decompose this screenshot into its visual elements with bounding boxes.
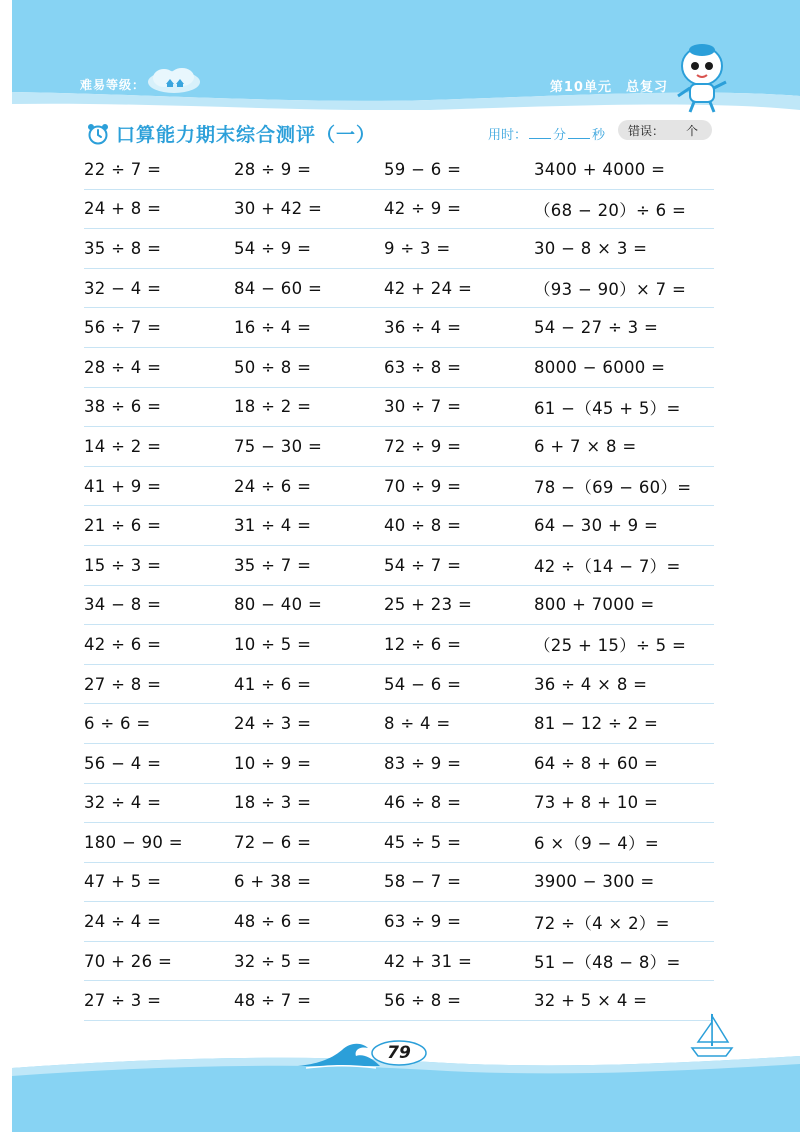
page-number-badge (371, 1040, 427, 1066)
problem-item: 40 ÷ 8 = (384, 516, 462, 536)
problem-item: 64 − 30 + 9 = (534, 516, 659, 536)
problem-item: 6 + 7 × 8 = (534, 436, 637, 456)
problem-item: 30 + 42 = (234, 199, 323, 219)
problem-item: 22 ÷ 7 = (84, 159, 162, 179)
problem-item: 25 + 23 = (384, 595, 473, 615)
problem-row (84, 942, 714, 982)
problem-item: 73 + 8 + 10 = (534, 793, 659, 813)
problem-item: 27 ÷ 3 = (84, 991, 162, 1011)
problem-item: 56 − 4 = (84, 753, 162, 773)
problem-item: 54 ÷ 7 = (384, 555, 462, 575)
problem-item: 9 ÷ 3 = (384, 238, 451, 258)
problem-item: 32 ÷ 4 = (84, 793, 162, 813)
problem-row (84, 348, 714, 388)
problem-item: 42 + 24 = (384, 278, 473, 298)
problem-row (84, 269, 714, 309)
difficulty-label: 难易等级： (80, 78, 146, 92)
title-row (86, 120, 376, 147)
problem-item: 63 ÷ 8 = (384, 357, 462, 377)
errors-unit: 个 (685, 123, 698, 138)
problem-item: 56 ÷ 8 = (384, 991, 462, 1011)
problem-row (84, 150, 714, 190)
unit-header (550, 76, 668, 95)
problem-item: 180 − 90 = (84, 832, 183, 852)
problem-item: 32 − 4 = (84, 278, 162, 298)
seconds-label: 秒 (592, 128, 606, 143)
page-number: 79 (387, 1043, 411, 1063)
problem-item: 3900 − 300 = (534, 872, 655, 892)
minutes-blank[interactable] (529, 126, 551, 139)
problem-row (84, 981, 714, 1021)
problem-item: 31 ÷ 4 = (234, 516, 312, 536)
difficulty-cloud-icon (146, 66, 202, 94)
errors-label: 错误： (628, 123, 665, 138)
problem-item: 72 ÷（4 × 2）= (534, 913, 670, 933)
problem-item: 18 ÷ 3 = (234, 793, 312, 813)
problem-item: 42 ÷ 9 = (384, 199, 462, 219)
problem-item: 63 ÷ 9 = (384, 912, 462, 932)
problem-item: 61 −（45 + 5）= (534, 398, 681, 418)
unit-label: 第10单元 (549, 80, 612, 95)
problem-item: 48 ÷ 6 = (234, 912, 312, 932)
problem-item: 10 ÷ 9 = (234, 753, 312, 773)
problem-item: 8 ÷ 4 = (384, 714, 451, 734)
problem-row (84, 190, 714, 230)
problem-item: 51 −（48 − 8）= (534, 953, 681, 973)
problem-item: 54 − 6 = (384, 674, 462, 694)
problem-row (84, 427, 714, 467)
problem-item: 78 −（69 − 60）= (534, 478, 692, 498)
minutes-label: 分 (553, 128, 567, 143)
problem-row (84, 863, 714, 903)
problem-item: 24 + 8 = (84, 199, 162, 219)
alarm-clock-icon (86, 122, 110, 146)
problem-item: （68 − 20）÷ 6 = (534, 200, 687, 220)
problem-item: 32 ÷ 5 = (234, 951, 312, 971)
time-field (488, 124, 605, 143)
problem-item: 54 − 27 ÷ 3 = (534, 318, 659, 338)
problem-item: 72 ÷ 9 = (384, 436, 462, 456)
problem-row (84, 546, 714, 586)
problem-item: 42 ÷（14 − 7）= (534, 557, 681, 577)
problem-item: 24 ÷ 3 = (234, 714, 312, 734)
problem-item: 30 ÷ 7 = (384, 397, 462, 417)
problem-item: 6 ÷ 6 = (84, 714, 151, 734)
problem-item: 24 ÷ 4 = (84, 912, 162, 932)
problem-row (84, 704, 714, 744)
problem-row (84, 506, 714, 546)
problem-item: 12 ÷ 6 = (384, 634, 462, 654)
problem-item: 34 − 8 = (84, 595, 162, 615)
wave-decoration-icon (296, 1036, 382, 1072)
problem-item: 64 ÷ 8 + 60 = (534, 753, 659, 773)
problem-item: 28 ÷ 4 = (84, 357, 162, 377)
problem-item: 72 − 6 = (234, 832, 312, 852)
problem-item: 81 − 12 ÷ 2 = (534, 714, 659, 734)
page-title: 口算能力期末综合测评（一） (116, 124, 377, 146)
problem-item: 36 ÷ 4 = (384, 318, 462, 338)
problem-item: 59 − 6 = (384, 159, 462, 179)
problem-row (84, 902, 714, 942)
problem-item: 27 ÷ 8 = (84, 674, 162, 694)
problem-item: 3400 + 4000 = (534, 159, 666, 179)
problem-item: 46 ÷ 8 = (384, 793, 462, 813)
problem-item: 8000 − 6000 = (534, 357, 666, 377)
problem-item: 47 + 5 = (84, 872, 162, 892)
problem-row (84, 586, 714, 626)
problem-item: 54 ÷ 9 = (234, 238, 312, 258)
problem-item: 36 ÷ 4 × 8 = (534, 674, 648, 694)
problem-item: 56 ÷ 7 = (84, 318, 162, 338)
problem-item: 14 ÷ 2 = (84, 436, 162, 456)
problem-item: 800 + 7000 = (534, 595, 655, 615)
problem-item: 41 ÷ 6 = (234, 674, 312, 694)
problem-row (84, 744, 714, 784)
problem-item: 16 ÷ 4 = (234, 318, 312, 338)
problem-item: 50 ÷ 8 = (234, 357, 312, 377)
problem-item: 35 ÷ 8 = (84, 238, 162, 258)
problem-item: 10 ÷ 5 = (234, 634, 312, 654)
errors-field[interactable] (618, 120, 712, 140)
problem-item: 41 + 9 = (84, 476, 162, 496)
problem-item: 84 − 60 = (234, 278, 323, 298)
problem-item: （93 − 90）× 7 = (534, 280, 687, 300)
problem-item: 48 ÷ 7 = (234, 991, 312, 1011)
problem-item: 45 ÷ 5 = (384, 832, 462, 852)
sailboat-icon (688, 1010, 736, 1062)
section-label: 总复习 (625, 80, 668, 95)
problem-item: 15 ÷ 3 = (84, 555, 162, 575)
problem-item: 42 + 31 = (384, 951, 473, 971)
problem-item: 6 ×（9 − 4）= (534, 834, 660, 854)
problem-item: 70 ÷ 9 = (384, 476, 462, 496)
problem-item: 30 − 8 × 3 = (534, 238, 648, 258)
problem-row (84, 665, 714, 705)
problem-row (84, 823, 714, 863)
problem-grid (84, 150, 714, 1021)
problem-item: 42 ÷ 6 = (84, 634, 162, 654)
problem-item: 70 + 26 = (84, 951, 173, 971)
problem-row (84, 784, 714, 824)
problem-item: 35 ÷ 7 = (234, 555, 312, 575)
problem-item: （25 + 15）÷ 5 = (534, 636, 687, 656)
problem-item: 32 + 5 × 4 = (534, 991, 648, 1011)
problem-row (84, 467, 714, 507)
mascot-icon (664, 38, 740, 116)
problem-item: 6 + 38 = (234, 872, 312, 892)
problem-item: 24 ÷ 6 = (234, 476, 312, 496)
problem-item: 28 ÷ 9 = (234, 159, 312, 179)
seconds-blank[interactable] (568, 126, 590, 139)
problem-row (84, 229, 714, 269)
problem-item: 21 ÷ 6 = (84, 516, 162, 536)
time-prefix: 用时： (488, 128, 528, 143)
problem-item: 75 − 30 = (234, 436, 323, 456)
problem-item: 18 ÷ 2 = (234, 397, 312, 417)
problem-row (84, 625, 714, 665)
problem-item: 58 − 7 = (384, 872, 462, 892)
problem-item: 80 − 40 = (234, 595, 323, 615)
problem-row (84, 388, 714, 428)
problem-item: 83 ÷ 9 = (384, 753, 462, 773)
problem-item: 38 ÷ 6 = (84, 397, 162, 417)
problem-row (84, 308, 714, 348)
